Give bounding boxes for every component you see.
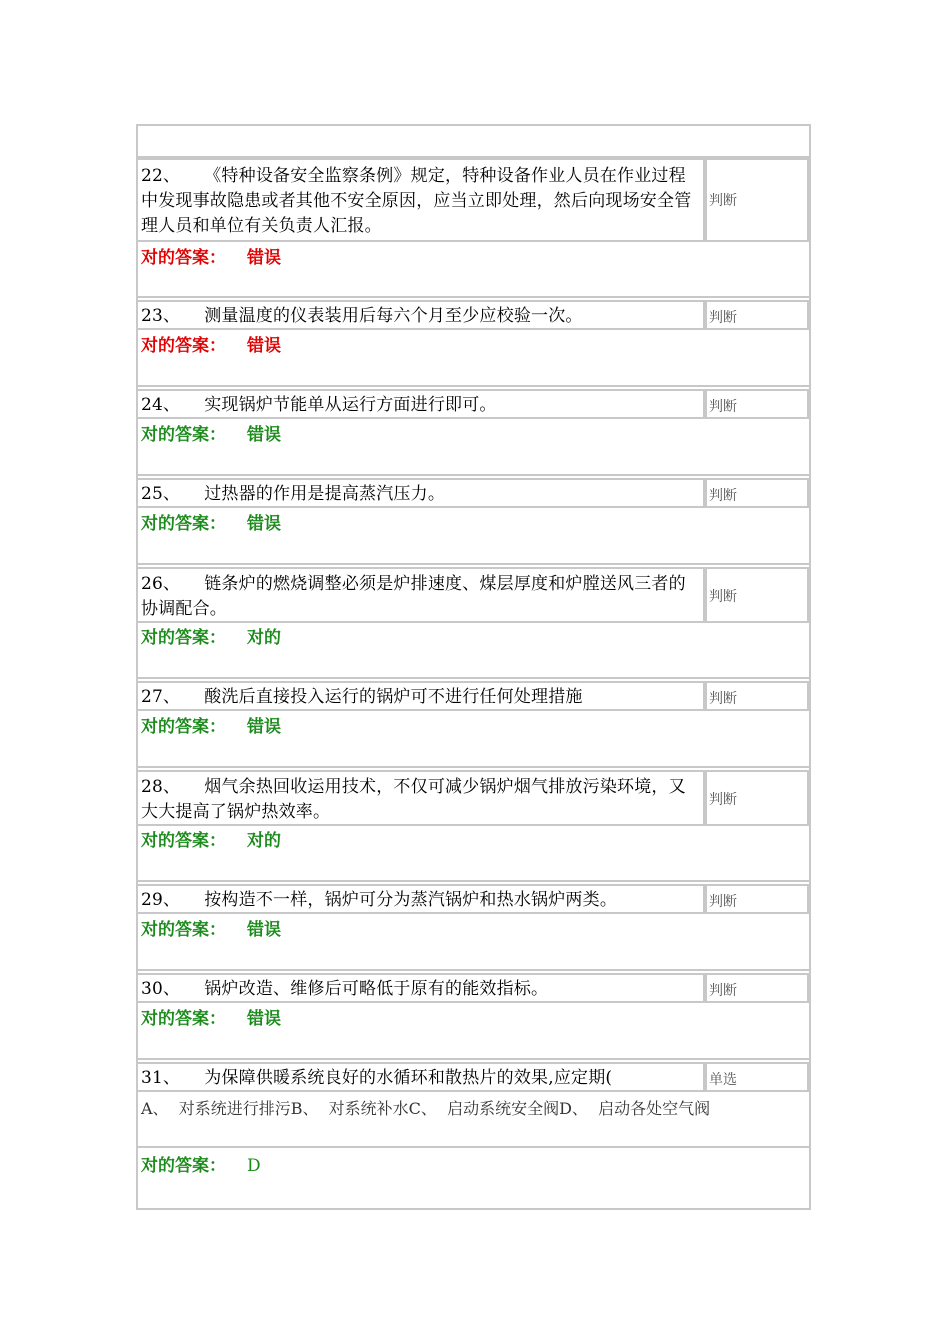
type-cell <box>705 770 809 826</box>
answer-line: 对的答案： 对的 <box>141 831 281 851</box>
options-line: A、 对系统进行排污B、 对系统补水C、 启动系统安全阀D、 启动各处空气阀 <box>141 1099 711 1118</box>
type-cell <box>705 158 809 242</box>
question-cell <box>138 973 705 1003</box>
question-cell <box>138 300 705 330</box>
question-cell <box>138 1062 705 1092</box>
question-cell <box>138 567 705 623</box>
separator <box>138 296 809 298</box>
question-text: 30、 锅炉改造、维修后可略低于原有的能效指标。 <box>141 979 549 999</box>
type-label: 判断 <box>709 589 737 605</box>
separator <box>138 880 809 882</box>
answer-line: 对的答案： 错误 <box>141 425 281 445</box>
question-text: 28、 烟气余热回收运用技术，不仅可减少锅炉烟气排放污染环境，又大大提高了锅炉热效率。 <box>141 777 686 822</box>
answer-line: 对的答案： D <box>141 1156 261 1176</box>
answer-line: 对的答案： 错误 <box>141 1009 281 1029</box>
type-cell <box>705 478 809 508</box>
question-text: 29、 按构造不一样，锅炉可分为蒸汽锅炉和热水锅炉两类。 <box>141 890 618 910</box>
question-cell <box>138 158 705 242</box>
type-cell <box>705 973 809 1003</box>
question-text: 23、 测量温度的仪表装用后每六个月至少应校验一次。 <box>141 306 583 326</box>
type-cell <box>705 567 809 623</box>
question-text: 22、 《特种设备安全监察条例》规定，特种设备作业人员在作业过程中发现事故隐患或者其他不安全原因，应当立即处理，然后向现场安全管理人员和单位有关负责人汇报。 <box>141 166 692 236</box>
type-label: 判断 <box>709 488 737 504</box>
question-cell <box>138 884 705 914</box>
answer-line: 对的答案： 错误 <box>141 336 281 356</box>
question-text: 31、 为保障供暖系统良好的水循环和散热片的效果,应定期( <box>141 1068 613 1088</box>
type-cell <box>705 300 809 330</box>
answer-line: 对的答案： 对的 <box>141 628 281 648</box>
separator <box>138 766 809 768</box>
separator <box>138 385 809 387</box>
separator <box>138 1146 809 1148</box>
type-cell <box>705 681 809 711</box>
answer-line: 对的答案： 错误 <box>141 514 281 534</box>
question-text: 27、 酸洗后直接投入运行的锅炉可不进行任何处理措施 <box>141 687 583 707</box>
type-label: 判断 <box>709 894 737 910</box>
type-cell <box>705 389 809 419</box>
type-label: 判断 <box>709 983 737 999</box>
separator <box>138 969 809 971</box>
type-cell <box>705 884 809 914</box>
question-cell <box>138 770 705 826</box>
question-text: 26、 链条炉的燃烧调整必须是炉排速度、煤层厚度和炉膛送风三者的协调配合。 <box>141 574 686 619</box>
answer-line: 对的答案： 错误 <box>141 717 281 737</box>
type-label: 判断 <box>709 792 737 808</box>
question-cell <box>138 478 705 508</box>
question-text: 24、 实现锅炉节能单从运行方面进行即可。 <box>141 395 497 415</box>
separator <box>138 563 809 565</box>
type-label: 单选 <box>709 1072 737 1088</box>
question-cell <box>138 389 705 419</box>
question-cell <box>138 681 705 711</box>
question-text: 25、 过热器的作用是提高蒸汽压力。 <box>141 484 446 504</box>
question-sheet <box>136 124 811 1210</box>
separator <box>138 1058 809 1060</box>
type-label: 判断 <box>709 399 737 415</box>
type-label: 判断 <box>709 691 737 707</box>
type-label: 判断 <box>709 193 737 209</box>
separator <box>138 474 809 476</box>
answer-line: 对的答案： 错误 <box>141 920 281 940</box>
type-label: 判断 <box>709 310 737 326</box>
answer-line: 对的答案： 错误 <box>141 248 281 268</box>
separator <box>138 677 809 679</box>
type-cell <box>705 1062 809 1092</box>
